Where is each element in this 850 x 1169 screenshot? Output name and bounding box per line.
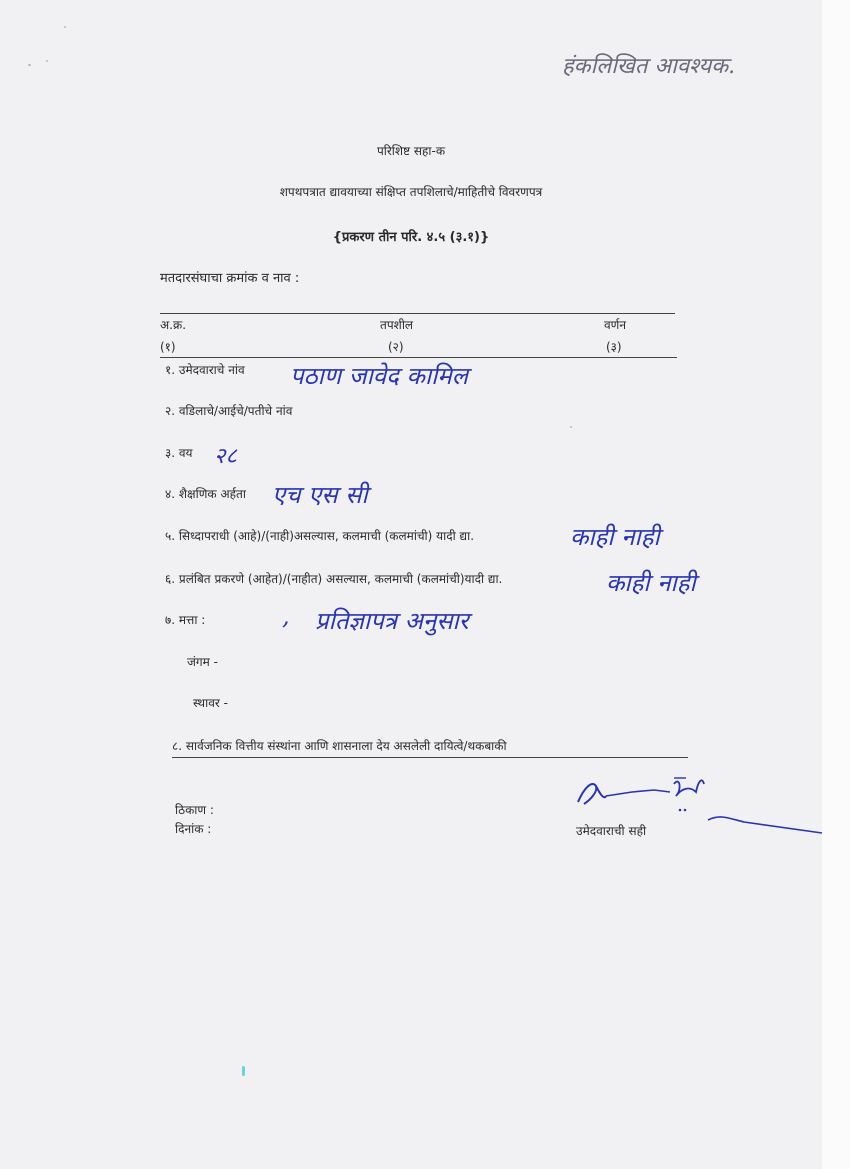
parent-label: २. वडिलाचे/आईचे/पतीचे नांव [165,404,293,418]
table-top-rule [160,313,675,314]
scan-speck [64,26,66,28]
pending-cases-label: ६. प्रलंबित प्रकरणे (आहेत)/(नाहीत) असल्यास, कलमाची (कलमांची)यादी द्या. [165,572,503,586]
name-label: १. उमेदवाराचे नांव [165,363,245,377]
assets-value: प्रतिज्ञापत्र अनुसार [315,607,469,635]
col-serial-number: (१) [160,340,176,354]
age-label: ३. वय [165,446,193,460]
scan-speck [46,60,48,62]
form-reference: {प्रकरण तीन परि. ४.५ (३.१)} [332,230,490,245]
col-description-header: वर्णन [604,318,627,332]
signature-label: उमेदवाराची सही [576,824,647,838]
scan-speck [28,64,31,66]
form-subtitle: शपथपत्रात द्यावयाच्या संक्षिप्त तपशिलाचे/माहितीचे विवरणपत्र [279,185,543,199]
convictions-value: काही नाही [570,523,660,551]
address-label: ठिकाण : [175,803,214,817]
appendix-title: परिशिष्ट सहा-क [376,144,446,158]
assets-label: ७. मत्ता : [165,613,206,627]
date-label: दिनांक : [175,822,212,836]
immovable-assets-label: स्थावर - [193,696,228,710]
scan-speck [570,426,572,428]
education-label: ४. शैक्षणिक अर्हता [165,487,246,501]
age-value: २८ [214,444,237,469]
col-details-header: तपशील [380,318,414,332]
table-header-rule [160,357,677,358]
col-serial-header: अ.क्र. [160,318,187,332]
constituency-label: मतदारसंघाचा क्रमांक व नाव : [160,271,300,286]
convictions-label: ५. सिध्दापराधी (आहे)/(नाही)असल्यास, कलमाची (कलमांची) यादी द्या. [165,529,475,543]
movable-assets-label: जंगम - [187,655,218,669]
col-description-number: (३) [606,340,622,354]
scan-speck [242,1066,245,1076]
assets-tick-mark: , [282,602,290,630]
candidate-signature [570,770,824,840]
pending-cases-value: काही नाही [606,569,696,597]
handwritten-note: हंकलिखित आवश्यक. [562,54,736,79]
scan-edge [822,0,850,1169]
liabilities-rule [172,757,688,758]
liabilities-label: ८. सार्वजनिक वित्तीय संस्थांना आणि शासनाला देय असलेली दायित्वे/थकबाकी [172,739,507,753]
name-value: पठाण जावेद कामिल [290,362,469,390]
education-value: एच एस सी [272,481,368,509]
col-details-number: (२) [388,340,404,354]
